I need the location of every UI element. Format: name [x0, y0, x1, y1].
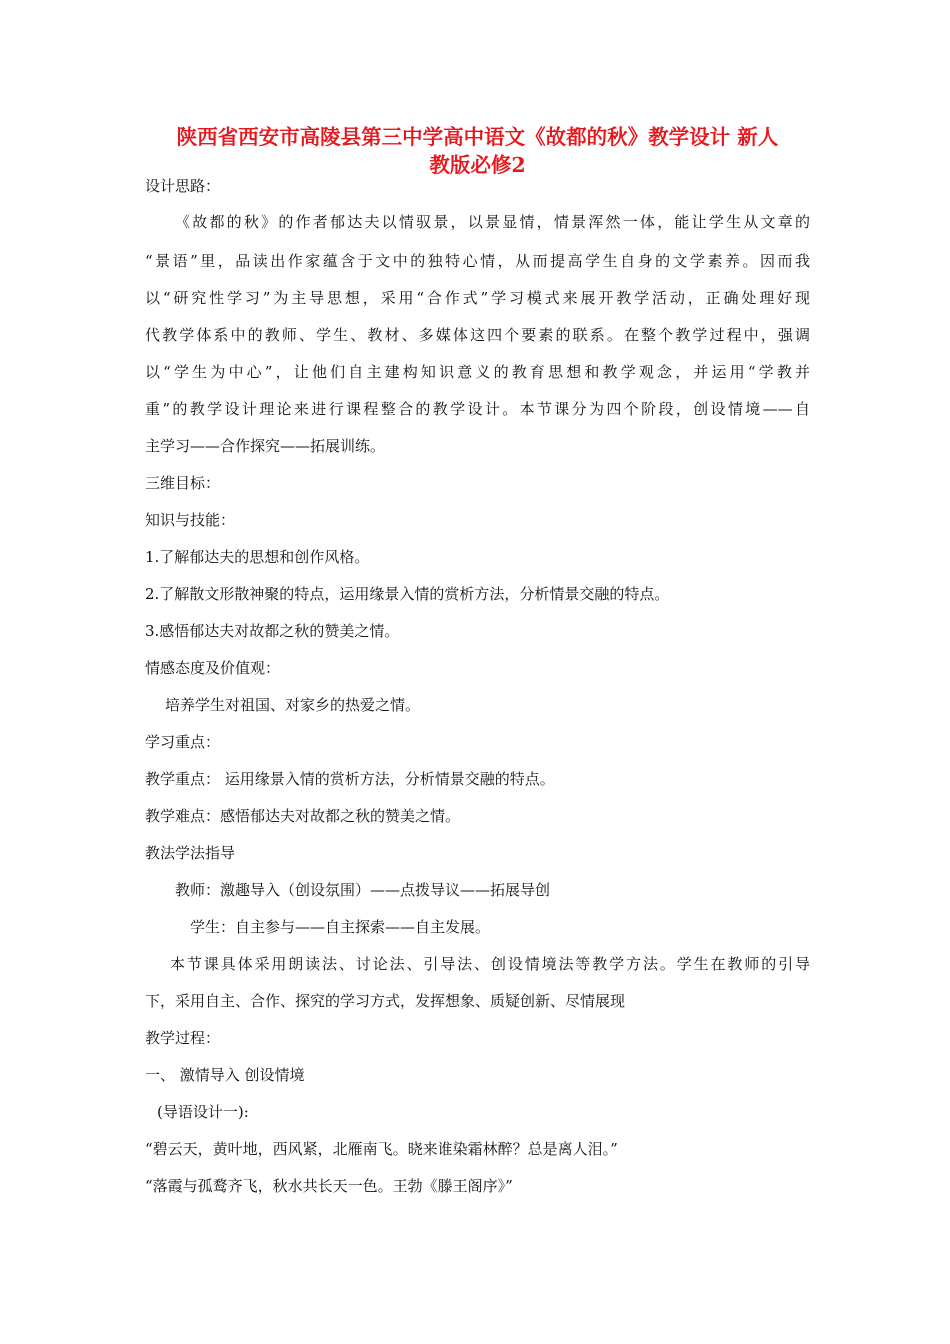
quote-2: “落霞与孤鹜齐飞，秋水共长天一色。王勃《滕王阁序》”: [145, 1177, 513, 1195]
paragraph-line: 以“学生为中心”，让他们自主建构知识意义的教育思想和教学观念，并运用“学教并: [145, 363, 810, 381]
paragraph-line: 以“研究性学习”为主导思想，采用“合作式”学习模式来展开教学活动，正确处理好现: [145, 289, 810, 307]
emotion-heading: 情感态度及价值观：: [145, 659, 281, 677]
knowledge-item-3: 3.感悟郁达夫对故都之秋的赞美之情。: [145, 622, 400, 640]
title-line-2: 教版必修2: [429, 153, 526, 177]
paragraph-line: 《故都的秋》的作者郁达夫以情驭景，以景显情，情景浑然一体，能让学生从文章的: [175, 213, 810, 231]
paragraph-line: 重”的教学设计理论来进行课程整合的教学设计。本节课分为四个阶段，创设情境——自: [145, 400, 810, 418]
process-heading: 教学过程：: [145, 1029, 221, 1047]
title-line-1: 陕西省西安市高陵县第三中学高中语文《故都的秋》教学设计 新人: [176, 125, 779, 149]
knowledge-item-1: 1.了解郁达夫的思想和创作风格。: [145, 548, 370, 566]
focus-key: 教学重点： 运用缘景入情的赏析方法，分析情景交融的特点。: [145, 770, 555, 788]
method-student: 学生：自主参与——自主探索——自主发展。: [190, 918, 491, 936]
paragraph-line: 代教学体系中的教师、学生、教材、多媒体这四个要素的联系。在整个教学过程中，强调: [145, 326, 810, 344]
method-teacher: 教师：激趣导入（创设氛围）——点拨导议——拓展导创: [175, 881, 551, 899]
knowledge-heading: 知识与技能：: [145, 511, 236, 529]
paragraph-line: 本节课具体采用朗读法、讨论法、引导法、创设情境法等教学方法。学生在教师的引导: [170, 955, 810, 973]
paragraph-line: 下，采用自主、合作、探究的学习方式，发挥想象、质疑创新、尽情展现: [145, 992, 626, 1010]
method-heading: 教法学法指导: [145, 844, 236, 862]
intro-design-label: (导语设计一):: [157, 1103, 249, 1121]
quote-1: “碧云天，黄叶地，西风紧，北雁南飞。晓来谁染霜林醉？总是离人泪。”: [145, 1140, 618, 1158]
paragraph-line: 主学习——合作探究——拓展训练。: [145, 437, 386, 455]
design-heading: 设计思路：: [145, 177, 221, 195]
document-title: [145, 123, 810, 179]
focus-difficult: 教学难点：感悟郁达夫对故都之秋的赞美之情。: [145, 807, 461, 825]
goals-heading: 三维目标：: [145, 474, 221, 492]
knowledge-item-2: 2.了解散文形散神聚的特点，运用缘景入情的赏析方法，分析情景交融的特点。: [145, 585, 670, 603]
step-1-heading: 一、 激情导入 创设情境: [145, 1066, 305, 1084]
paragraph-line: “景语”里，品读出作家蕴含于文中的独特心情，从而提高学生自身的文学素养。因而我: [145, 252, 810, 270]
emotion-text: 培养学生对祖国、对家乡的热爱之情。: [165, 696, 421, 714]
focus-heading: 学习重点：: [145, 733, 221, 751]
